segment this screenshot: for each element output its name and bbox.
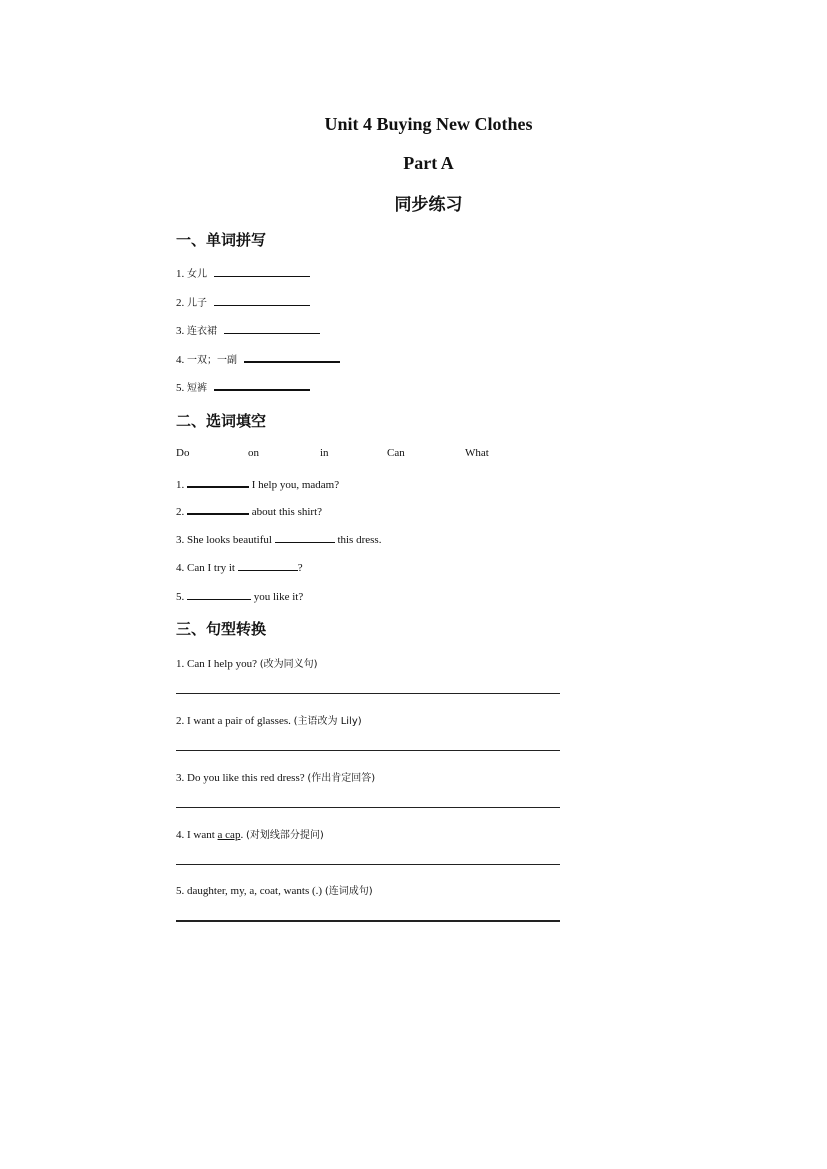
item-number: 2. xyxy=(176,297,185,309)
item-sentence: Do you like this red dress? xyxy=(187,772,305,784)
item-number: 4. xyxy=(176,829,185,841)
item-text-after: about this shirt? xyxy=(251,506,323,518)
item-number: 4. xyxy=(176,562,185,574)
item-instruction: (对划线部分提问) xyxy=(245,830,324,841)
item-sentence: Can I help you? xyxy=(187,658,257,670)
item-number: 1. xyxy=(176,658,185,670)
spelling-item-4 xyxy=(176,351,340,366)
item-instruction: (改为同义句) xyxy=(259,659,318,670)
answer-blank[interactable] xyxy=(275,532,335,543)
answer-blank[interactable] xyxy=(214,379,310,391)
item-sentence: daughter, my, a, coat, wants (.) xyxy=(187,885,323,897)
answer-line[interactable] xyxy=(176,920,560,922)
item-sentence: I want a pair of glasses. xyxy=(187,715,291,727)
transform-item-4 xyxy=(176,826,324,841)
answer-blank[interactable] xyxy=(244,351,340,363)
word-bank-word: What xyxy=(465,447,489,459)
transform-item-2 xyxy=(176,712,362,727)
item-number: 5. xyxy=(176,382,185,394)
answer-blank[interactable] xyxy=(224,323,320,334)
document-title: Unit 4 Buying New Clothes xyxy=(324,114,533,134)
word-bank-word: Do xyxy=(176,447,190,459)
answer-line[interactable] xyxy=(176,807,560,808)
word-bank-word: in xyxy=(320,447,329,459)
item-number: 5. xyxy=(176,591,185,603)
item-prompt: 儿子 xyxy=(187,298,207,309)
transform-item-3 xyxy=(176,769,375,784)
spelling-item-1 xyxy=(176,265,310,280)
spelling-item-5 xyxy=(176,379,310,394)
fill-in-item-2 xyxy=(176,503,322,518)
spelling-item-2 xyxy=(176,294,310,309)
item-instruction: (连词成句) xyxy=(324,886,373,897)
answer-blank[interactable] xyxy=(187,503,249,515)
answer-blank[interactable] xyxy=(214,266,310,277)
item-number: 1. xyxy=(176,268,185,280)
answer-blank[interactable] xyxy=(187,476,249,488)
item-underlined-phrase: a cap xyxy=(217,829,241,841)
section-heading-spelling: 一、单词拼写 xyxy=(176,231,267,249)
word-bank-word: Can xyxy=(387,447,405,459)
item-number: 1. xyxy=(176,479,185,491)
fill-in-item-5 xyxy=(176,589,303,603)
section-heading-transformation: 三、句型转换 xyxy=(176,620,267,638)
answer-line[interactable] xyxy=(176,864,560,865)
answer-line[interactable] xyxy=(176,693,560,694)
item-text-before: Can I try it xyxy=(187,562,235,574)
item-number: 4. xyxy=(176,354,185,366)
item-number: 3. xyxy=(176,772,185,784)
item-prompt: 一双；一副 xyxy=(187,355,237,366)
item-number: 2. xyxy=(176,715,185,727)
answer-line[interactable] xyxy=(176,750,560,751)
item-text-after: ? xyxy=(297,562,303,574)
answer-blank[interactable] xyxy=(238,560,298,571)
word-bank-word: on xyxy=(248,447,259,459)
answer-blank[interactable] xyxy=(214,295,310,306)
fill-in-item-1 xyxy=(176,476,339,491)
item-number: 3. xyxy=(176,534,185,546)
item-number: 5. xyxy=(176,885,185,897)
item-number: 3. xyxy=(176,325,185,337)
item-text-after: this dress. xyxy=(337,534,382,546)
item-sentence-tail: . xyxy=(240,829,244,841)
answer-blank[interactable] xyxy=(187,589,251,600)
document-subtitle: 同步练习 xyxy=(394,195,463,215)
item-text-after: you like it? xyxy=(253,591,304,603)
fill-in-item-3 xyxy=(176,532,381,546)
item-instruction: (作出肯定回答) xyxy=(307,773,376,784)
part-label: Part A xyxy=(403,153,454,173)
item-number: 2. xyxy=(176,506,185,518)
section-heading-fill-in: 二、选词填空 xyxy=(176,412,267,430)
transform-item-1 xyxy=(176,655,318,670)
transform-item-5 xyxy=(176,882,373,897)
item-sentence: I want xyxy=(187,829,215,841)
item-prompt: 女儿 xyxy=(187,269,207,280)
fill-in-item-4 xyxy=(176,560,303,574)
item-text-before: She looks beautiful xyxy=(187,534,272,546)
spelling-item-3 xyxy=(176,322,320,337)
item-prompt: 短裤 xyxy=(187,383,207,394)
item-prompt: 连衣裙 xyxy=(187,326,217,337)
item-text-after: I help you, madam? xyxy=(251,479,340,491)
item-instruction: (主语改为 Lily) xyxy=(293,716,362,727)
